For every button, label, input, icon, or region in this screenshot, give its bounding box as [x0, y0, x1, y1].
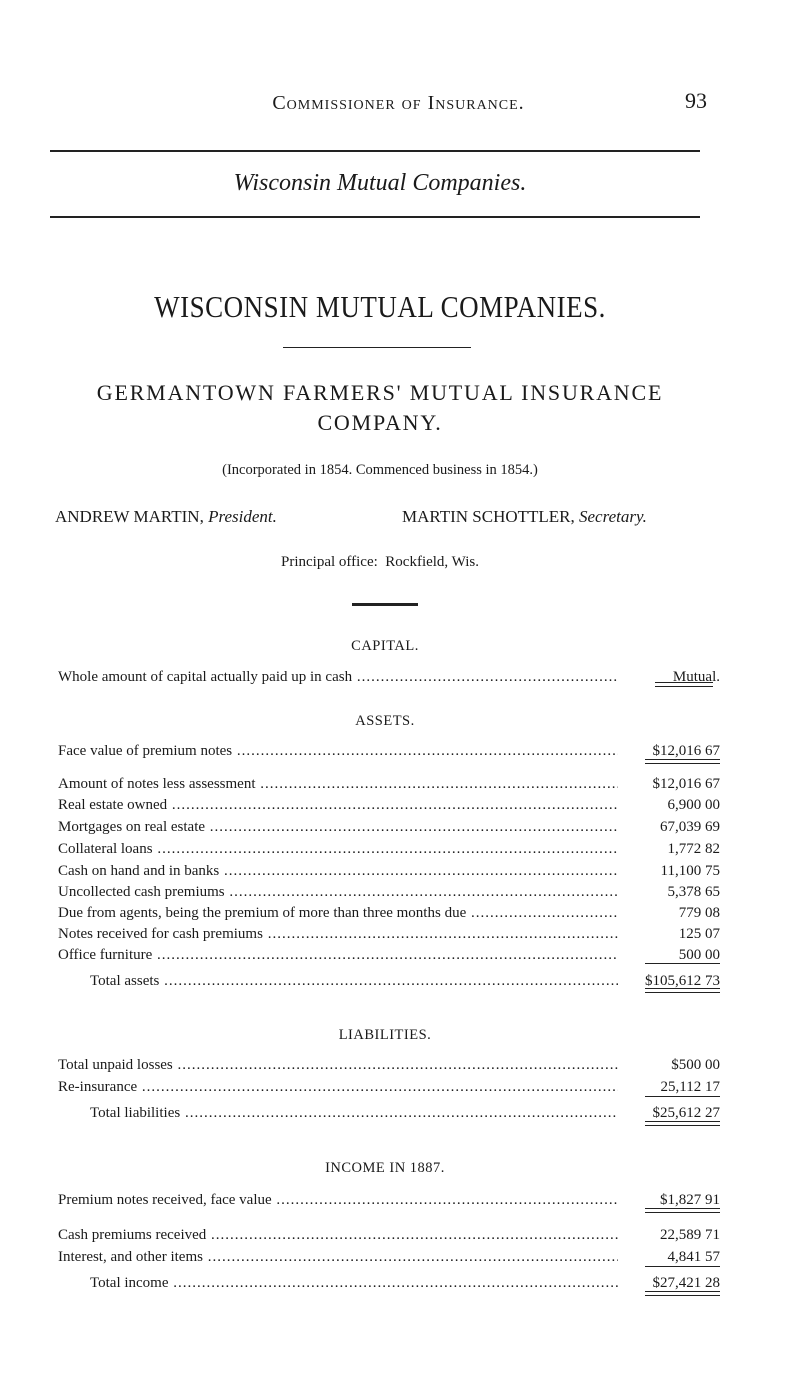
row-label: Total income ..... [90, 1273, 618, 1293]
row-amount: 6,900 00 [667, 797, 720, 813]
table-row [58, 774, 718, 794]
row-amount: $1,827 91 [660, 1192, 720, 1208]
company-name-line2: COMPANY. [317, 410, 443, 435]
header-rule-top [50, 150, 700, 152]
table-row [58, 1077, 718, 1097]
single-rule [645, 1266, 720, 1267]
table-row [58, 795, 718, 815]
row-label: Amount of notes less assessment ..... [58, 774, 618, 794]
company-name [0, 378, 760, 438]
table-row-total [58, 1273, 718, 1293]
table-row [58, 945, 718, 965]
row-label: Mortgages on real estate ..... [58, 817, 618, 837]
row-label: Uncollected cash premiums ..... [58, 882, 618, 902]
row-amount: $105,612 73 [645, 973, 720, 989]
double-rule [655, 682, 713, 687]
row-amount: Mutual. [672, 669, 720, 685]
assets-heading: ASSETS. [355, 713, 415, 729]
row-label: Cash premiums received ..... [58, 1225, 618, 1245]
row-amount: 4,841 57 [667, 1249, 720, 1265]
table-row [58, 1247, 718, 1267]
double-rule [645, 1291, 720, 1296]
row-label: Premium notes received, face value ..... [58, 1190, 618, 1210]
row-amount: $12,016 67 [652, 776, 720, 792]
double-rule [645, 759, 720, 764]
row-amount: 779 08 [678, 905, 720, 921]
row-amount: $25,612 27 [652, 1105, 720, 1121]
row-amount: 5,378 65 [667, 884, 720, 900]
secretary [402, 507, 647, 527]
table-row-total [58, 971, 718, 991]
row-amount: 1,772 82 [667, 841, 720, 857]
row-amount: $27,421 28 [652, 1275, 720, 1291]
secretary-name: MARTIN SCHOTTLER, [402, 507, 575, 526]
office-label: Principal office: [281, 554, 378, 570]
table-row [58, 817, 718, 837]
table-row [58, 741, 718, 761]
liabilities-heading: LIABILITIES. [338, 1027, 432, 1043]
row-label: Notes received for cash premiums ..... [58, 924, 618, 944]
row-label: Total liabilities ..... [90, 1103, 618, 1123]
short-divider [352, 603, 418, 606]
single-rule [645, 1096, 720, 1097]
table-row [58, 861, 718, 881]
row-amount: 25,112 17 [660, 1079, 720, 1095]
president-title: President. [208, 507, 277, 526]
row-label: Interest, and other items ..... [58, 1247, 618, 1267]
row-amount: $500 00 [671, 1057, 720, 1073]
row-amount: 11,100 75 [660, 863, 720, 879]
section-title: Wisconsin Mutual Companies. [233, 170, 527, 196]
income-heading: INCOME IN 1887. [325, 1160, 445, 1176]
incorporation-note: (Incorporated in 1854. Commenced business in 1854.) [222, 462, 538, 478]
header-rule-bottom [50, 216, 700, 218]
president-name: ANDREW MARTIN, [55, 507, 204, 526]
double-rule [645, 1208, 720, 1213]
table-row [58, 1055, 718, 1075]
main-title: WISCONSIN MUTUAL COMPANIES. [154, 290, 606, 324]
title-divider [283, 347, 471, 348]
row-label: Real estate owned ..... [58, 795, 618, 815]
secretary-title: Secretary. [579, 507, 647, 526]
table-row-total [58, 1103, 718, 1123]
table-row [58, 882, 718, 902]
company-name-line1: GERMANTOWN FARMERS' MUTUAL INSURANCE [96, 380, 664, 405]
principal-office [0, 554, 760, 571]
row-label: Face value of premium notes ..... [58, 741, 618, 761]
double-rule [645, 1121, 720, 1126]
row-amount: 500 00 [678, 947, 720, 963]
row-amount: 22,589 71 [660, 1227, 720, 1243]
president [55, 507, 277, 527]
row-label: Total assets ..... [90, 971, 618, 991]
table-row [58, 839, 718, 859]
table-row [58, 903, 718, 923]
page-number: 93 [685, 88, 707, 113]
table-row [58, 924, 718, 944]
single-rule [645, 963, 720, 964]
table-row [58, 1190, 718, 1210]
row-label: Due from agents, being the premium of more than three months due ..... [58, 903, 618, 923]
office-location: Rockfield, Wis. [385, 554, 479, 570]
row-label: Office furniture ..... [58, 945, 618, 965]
row-label: Collateral loans ..... [58, 839, 618, 859]
row-amount: $12,016 67 [652, 743, 720, 759]
row-label: Total unpaid losses ..... [58, 1055, 618, 1075]
running-head-title: Commissioner of Insurance. [272, 92, 525, 114]
table-row [58, 1225, 718, 1245]
row-amount: 125 07 [678, 926, 720, 942]
row-label: Whole amount of capital actually paid up in cash ..... [58, 667, 618, 687]
row-label: Cash on hand and in banks ..... [58, 861, 618, 881]
row-label: Re-insurance ..... [58, 1077, 618, 1097]
double-rule [645, 988, 720, 993]
capital-heading: CAPITAL. [351, 638, 419, 654]
row-amount: 67,039 69 [660, 819, 720, 835]
table-row [58, 667, 718, 687]
